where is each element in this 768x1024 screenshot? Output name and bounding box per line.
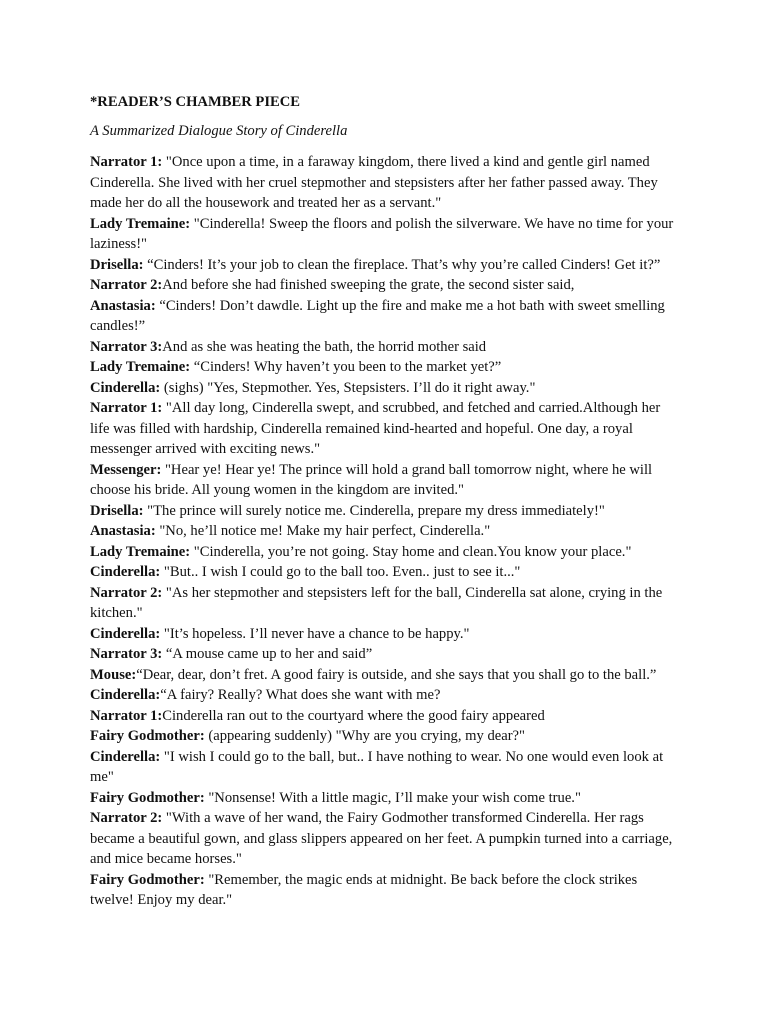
dialogue-line [90, 747, 680, 788]
dialogue-text: "It’s hopeless. I’ll never have a chance to be happy." [160, 625, 470, 642]
dialogue-text: "Remember, the magic ends at midnight. Be back before the clock strikes twelve! Enjoy my dear." [90, 871, 638, 908]
dialogue-line [90, 706, 680, 727]
dialogue-line [90, 644, 680, 665]
speaker-name: Narrator 1: [90, 154, 163, 170]
dialogue-lines [90, 152, 680, 911]
dialogue-text: (appearing suddenly) "Why are you crying, my dear?" [204, 728, 525, 744]
dialogue-line [90, 665, 680, 686]
speaker-name: Cinderella: [90, 748, 161, 765]
dialogue-text: "I wish I could go to the ball, but.. I have nothing to wear. No one would even look at me" [90, 748, 664, 785]
dialogue-line [90, 726, 680, 747]
speaker-name: Narrator 2: [90, 584, 163, 601]
dialogue-line [90, 521, 680, 542]
dialogue-line [90, 460, 680, 501]
speaker-name: Narrator 1: [90, 707, 163, 724]
dialogue-text: (sighs) "Yes, Stepmother. Yes, Stepsisters. I’ll do it right away." [160, 379, 536, 396]
dialogue-line [90, 583, 680, 624]
dialogue-line [90, 542, 680, 563]
dialogue-line [90, 255, 680, 276]
dialogue-text: "Once upon a time, in a faraway kingdom, there lived a kind and gentle girl named Cinderella. She lived with her cruel stepmother and stepsisters after her father passed away. They made her do all the housework and treated her as a servant." [90, 154, 658, 211]
speaker-name: Narrator 3: [90, 338, 163, 355]
speaker-name: Drisella: [90, 502, 144, 519]
dialogue-line [90, 808, 680, 870]
dialogue-line [90, 214, 680, 255]
dialogue-line [90, 275, 680, 296]
speaker-name: Cinderella: [90, 625, 161, 642]
speaker-name: Narrator 3: [90, 646, 163, 662]
speaker-name: Fairy Godmother: [90, 871, 205, 888]
dialogue-text: "No, he’ll notice me! Make my hair perfect, Cinderella." [155, 523, 491, 539]
dialogue-text: And as she was heating the bath, the horrid mother said [162, 338, 487, 355]
speaker-name: Fairy Godmother: [90, 728, 205, 744]
dialogue-text: “Cinders! It’s your job to clean the fireplace. That’s why you’re called Cinders! Get it?” [143, 256, 661, 273]
dialogue-text: “A mouse came up to her and said” [162, 646, 373, 662]
dialogue-line [90, 501, 680, 522]
dialogue-text: “Dear, dear, don’t fret. A good fairy is outside, and she says that you shall go to the ball.” [136, 666, 657, 683]
dialogue-text: "Nonsense! With a little magic, I’ll make your wish come true." [204, 789, 581, 806]
dialogue-line [90, 685, 680, 706]
speaker-name: Cinderella: [90, 379, 161, 396]
dialogue-line [90, 398, 680, 460]
dialogue-line [90, 337, 680, 358]
dialogue-text: "But.. I wish I could go to the ball too. Even.. just to see it..." [160, 564, 521, 580]
dialogue-text: "Cinderella! Sweep the floors and polish the silverware. We have no time for your laziness!" [90, 215, 674, 252]
speaker-name: Fairy Godmother: [90, 789, 205, 806]
dialogue-line [90, 357, 680, 378]
dialogue-text: “Cinders! Why haven’t you been to the market yet?” [190, 359, 502, 375]
dialogue-line [90, 296, 680, 337]
dialogue-line [90, 562, 680, 583]
speaker-name: Lady Tremaine: [90, 543, 191, 560]
speaker-name: Cinderella: [90, 564, 161, 580]
dialogue-line [90, 624, 680, 645]
speaker-name: Narrator 2: [90, 810, 163, 826]
dialogue-text: "As her stepmother and stepsisters left for the ball, Cinderella sat alone, crying in the kitchen." [90, 584, 663, 621]
dialogue-line [90, 870, 680, 911]
speaker-name: Drisella: [90, 256, 144, 273]
dialogue-text: “A fairy? Really? What does she want with me? [160, 687, 441, 703]
dialogue-line [90, 152, 680, 214]
dialogue-text: "With a wave of her wand, the Fairy Godmother transformed Cinderella. Her rags became a beautiful gown, and glass slippers appeared on her feet. A pumpkin turned into a carriage, and mice became horses." [90, 810, 673, 867]
dialogue-text: "Cinderella, you’re not going. Stay home and clean.You know your place." [190, 543, 632, 560]
speaker-name: Anastasia: [90, 297, 156, 314]
document-subtitle: A Summarized Dialogue Story of Cinderella [90, 123, 348, 139]
dialogue-line [90, 788, 680, 809]
speaker-name: Cinderella: [90, 687, 161, 703]
speaker-name: Lady Tremaine: [90, 215, 191, 232]
dialogue-text: “Cinders! Don’t dawdle. Light up the fire and make me a hot bath with sweet smelling candles!” [90, 297, 665, 334]
speaker-name: Narrator 1: [90, 400, 163, 416]
dialogue-text: "The prince will surely notice me. Cinderella, prepare my dress immediately!" [143, 502, 605, 519]
dialogue-line [90, 378, 680, 399]
speaker-name: Lady Tremaine: [90, 359, 191, 375]
speaker-name: Messenger: [90, 461, 162, 478]
speaker-name: Mouse: [90, 666, 137, 683]
dialogue-text: And before she had finished sweeping the grate, the second sister said, [162, 277, 575, 293]
dialogue-text: "All day long, Cinderella swept, and scrubbed, and fetched and carried.Although her life was filled with hardship, Cinderella remained kind-hearted and hopeful. One day, a royal messenger arrived with exciting news." [90, 400, 661, 457]
speaker-name: Narrator 2: [90, 277, 163, 293]
dialogue-text: "Hear ye! Hear ye! The prince will hold a grand ball tomorrow night, where he will choose his bride. All young women in the kingdom are invited." [90, 461, 653, 498]
document-heading: *READER’S CHAMBER PIECE [90, 94, 301, 110]
speaker-name: Anastasia: [90, 523, 156, 539]
dialogue-text: Cinderella ran out to the courtyard where the good fairy appeared [162, 707, 545, 724]
